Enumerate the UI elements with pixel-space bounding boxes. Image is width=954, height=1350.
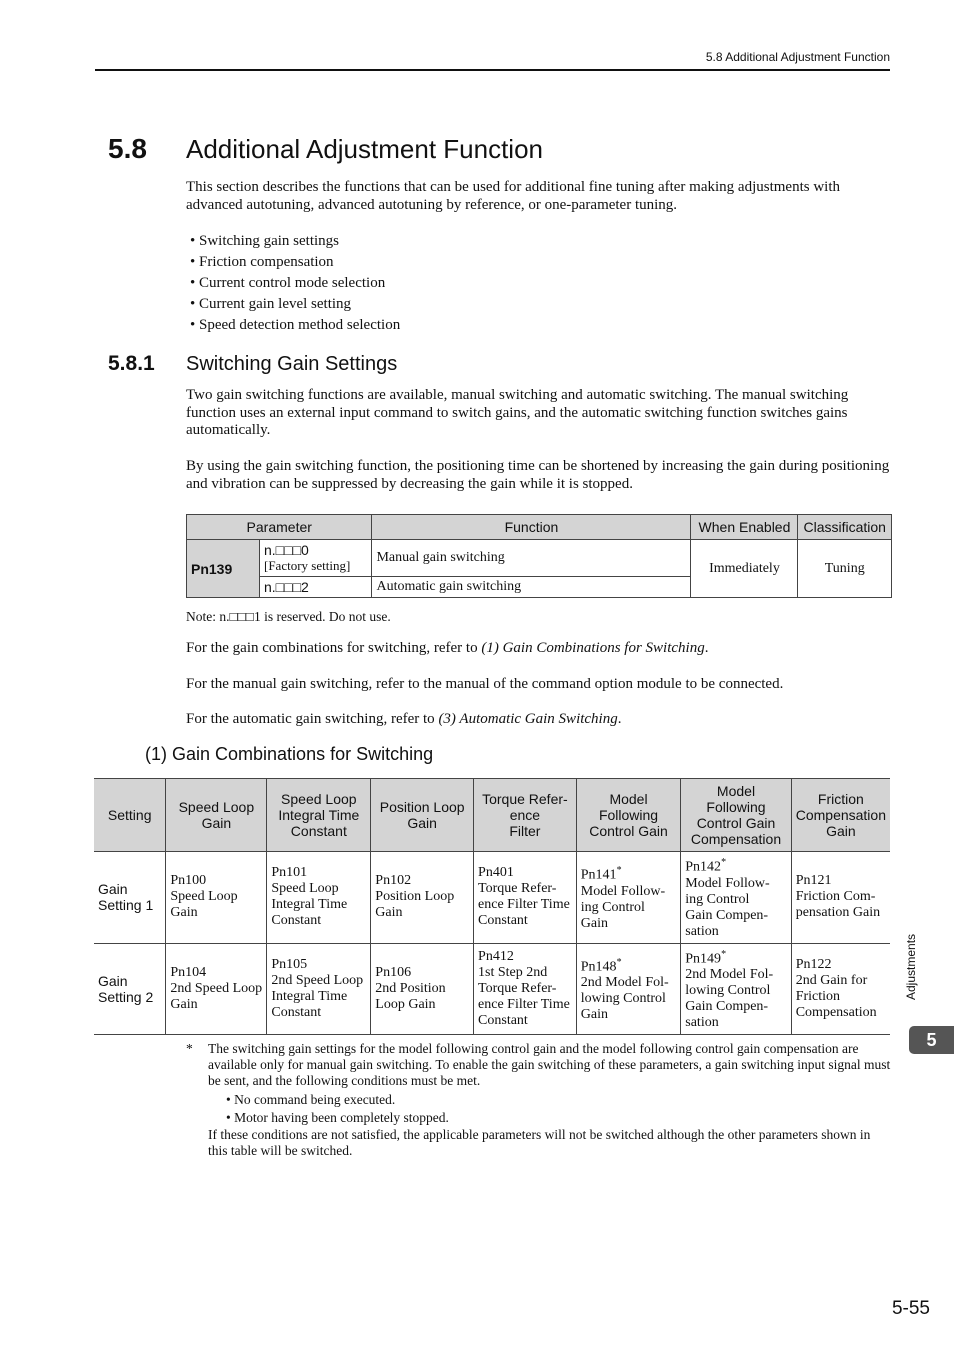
chapter-tab: 5 [909, 1026, 954, 1054]
parameter-name: Speed Loop Integral Time Constant [271, 881, 348, 929]
parameter-cell [166, 943, 267, 1035]
table-header: Friction Compensation Gain [791, 779, 890, 852]
parameter-name: 2nd Model Fol- lowing Control Gain Compen- sation [685, 967, 774, 1031]
table-header: Torque Refer- ence Filter [474, 779, 577, 852]
list-item: • Speed detection method selection [190, 317, 401, 333]
parameter-cell [267, 852, 371, 944]
footnote-marker: * [616, 956, 622, 968]
parameter-cell [474, 852, 577, 944]
list-item: • Friction compensation [190, 254, 334, 270]
footnote-marker: * [721, 948, 727, 960]
parameter-value: n.□□□2 [260, 577, 372, 598]
table-header: Setting [94, 779, 166, 852]
parameter-cell [791, 852, 890, 944]
parameter-table [186, 514, 892, 598]
reference-link[interactable]: (1) Gain Combinations for Switching [481, 640, 705, 656]
parameter-name: Torque Refer- ence Filter Time Constant [478, 881, 570, 929]
paragraph-positioning-time: By using the gain switching function, the positioning time can be shortened by increasing the gain during positioning and vibration can be suppressed by decreasing the gain while it is stopped. [186, 458, 890, 492]
section-number: 5.8 [108, 133, 147, 164]
reference-period: . [617, 711, 622, 727]
section-title: Additional Adjustment Function [186, 134, 543, 164]
parameter-cell [474, 943, 577, 1035]
parameter-cell [576, 852, 681, 944]
table-header: Function [372, 515, 691, 540]
reference-automatic-switching [186, 711, 621, 728]
parameter-id: Pn139 [187, 540, 260, 598]
reference-period: . [704, 640, 709, 656]
parameter-cell [371, 852, 474, 944]
paragraph-gain-switching: Two gain switching functions are available, manual switching and automatic switching. The manual switching function uses an external input command to switch gains, and the automatic switching function switches gains automatically. [186, 387, 849, 438]
page-number: 5-55 [891, 1298, 930, 1319]
footnote-marker: * [186, 1041, 193, 1056]
subsection-title: Switching Gain Settings [186, 353, 398, 375]
running-header: 5.8 Additional Adjustment Function [705, 50, 890, 64]
footnote-marker: * [616, 865, 622, 876]
table-header: Model Following Control Gain Compensation [681, 779, 791, 852]
parameter-number: Pn106 [375, 964, 412, 980]
function-cell: Automatic gain switching [372, 577, 691, 598]
reference-gain-combinations [186, 640, 708, 657]
parameter-cell [576, 943, 681, 1035]
list-item: • Switching gain settings [190, 233, 339, 249]
parameter-name: 2nd Gain for Friction Compensation [795, 972, 877, 1020]
feature-list [190, 231, 400, 336]
table-header: Classification [798, 515, 892, 540]
parameter-cell [371, 943, 474, 1035]
chapter-side-label: Adjustments [904, 933, 918, 1000]
parameter-name: 2nd Speed Loop Gain [170, 980, 263, 1012]
when-enabled-cell: Immediately [691, 540, 798, 598]
footnote [186, 1041, 891, 1159]
reference-manual-switching: For the manual gain switching, refer to the manual of the command option module to be connected. [186, 676, 784, 692]
reference-text: For the automatic gain switching, refer to [186, 711, 439, 727]
parameter-number: Pn141 [580, 867, 617, 883]
parameter-cell [791, 943, 890, 1035]
parameter-name: 2nd Position Loop Gain [375, 980, 446, 1012]
footnote-marker: * [721, 857, 727, 868]
table-header: When Enabled [691, 515, 798, 540]
list-item: • Current gain level setting [190, 296, 352, 312]
parameter-cell [681, 943, 791, 1035]
parameter-number: Pn105 [271, 956, 308, 972]
setting-cell: Gain Setting 2 [94, 943, 166, 1035]
table-cell [260, 540, 372, 577]
parameter-number: Pn104 [170, 964, 207, 980]
parameter-number: Pn121 [795, 873, 832, 889]
gain-combinations-table [94, 778, 890, 1035]
parameter-cell [166, 852, 267, 944]
classification-cell: Tuning [798, 540, 892, 598]
table-header: Position Loop Gain [371, 779, 474, 852]
parameter-name: Model Follow- ing Control Gain [580, 883, 666, 931]
reference-text: For the gain combinations for switching, refer to [186, 640, 482, 656]
setting-cell: Gain Setting 1 [94, 852, 166, 944]
parameter-cell [681, 852, 791, 944]
parameter-number: Pn142 [685, 859, 722, 875]
parameter-number: Pn100 [170, 873, 207, 889]
parameter-name: 1st Step 2nd Torque Refer- ence Filter Time Constant [478, 964, 570, 1028]
subsection-number: 5.8.1 [108, 352, 155, 375]
parameter-name: Friction Com- pensation Gain [795, 889, 881, 921]
list-item: • Current control mode selection [190, 275, 386, 291]
parameter-name: 2nd Speed Loop Integral Time Constant [271, 972, 364, 1020]
footnote-conditions [226, 1091, 891, 1127]
table-header: Parameter [187, 515, 372, 540]
function-cell: Manual gain switching [372, 540, 691, 577]
section-intro: This section describes the functions that can be used for additional fine tuning after making adjustments with advanced autotuning, advanced autotuning by reference, or one-parameter tuning. [186, 179, 841, 213]
footnote-closing: If these conditions are not satisfied, the applicable parameters will not be switched although the other parameters shown in this table will be switched. [208, 1127, 871, 1158]
parameter-number: Pn401 [478, 865, 514, 881]
table-header: Model Following Control Gain [576, 779, 681, 852]
footnote-text: The switching gain settings for the model following control gain and the model following control gain compensation are available only for manual gain switching. To enable the gain switching of these parameters, a gain switching input signal must be sent, and the following conditions must be met. [208, 1041, 891, 1088]
parameter-value: n.□□□0 [264, 542, 309, 558]
parameter-name: Speed Loop Gain [170, 889, 238, 921]
parameter-cell [267, 943, 371, 1035]
parameter-number: Pn149 [685, 951, 722, 967]
table-note: Note: n.□□□1 is reserved. Do not use. [186, 609, 391, 624]
parameter-number: Pn412 [478, 948, 514, 964]
parameter-name: 2nd Model Fol- lowing Control Gain [580, 975, 669, 1023]
parameter-name: Position Loop Gain [375, 889, 455, 921]
gain-combinations-title: (1) Gain Combinations for Switching [145, 744, 434, 764]
factory-setting-label: [Factory setting] [264, 558, 351, 573]
list-item: • Motor having been completely stopped. [226, 1110, 449, 1125]
parameter-number: Pn101 [271, 865, 308, 881]
header-rule [95, 69, 890, 71]
list-item: • No command being executed. [226, 1092, 396, 1107]
parameter-number: Pn148 [580, 959, 617, 975]
parameter-number: Pn102 [375, 873, 412, 889]
reference-link[interactable]: (3) Automatic Gain Switching [438, 711, 618, 727]
table-header: Speed Loop Integral Time Constant [267, 779, 371, 852]
table-header: Speed Loop Gain [166, 779, 267, 852]
parameter-name: Model Follow- ing Control Gain Compen- sation [685, 875, 770, 939]
parameter-number: Pn122 [795, 956, 832, 972]
